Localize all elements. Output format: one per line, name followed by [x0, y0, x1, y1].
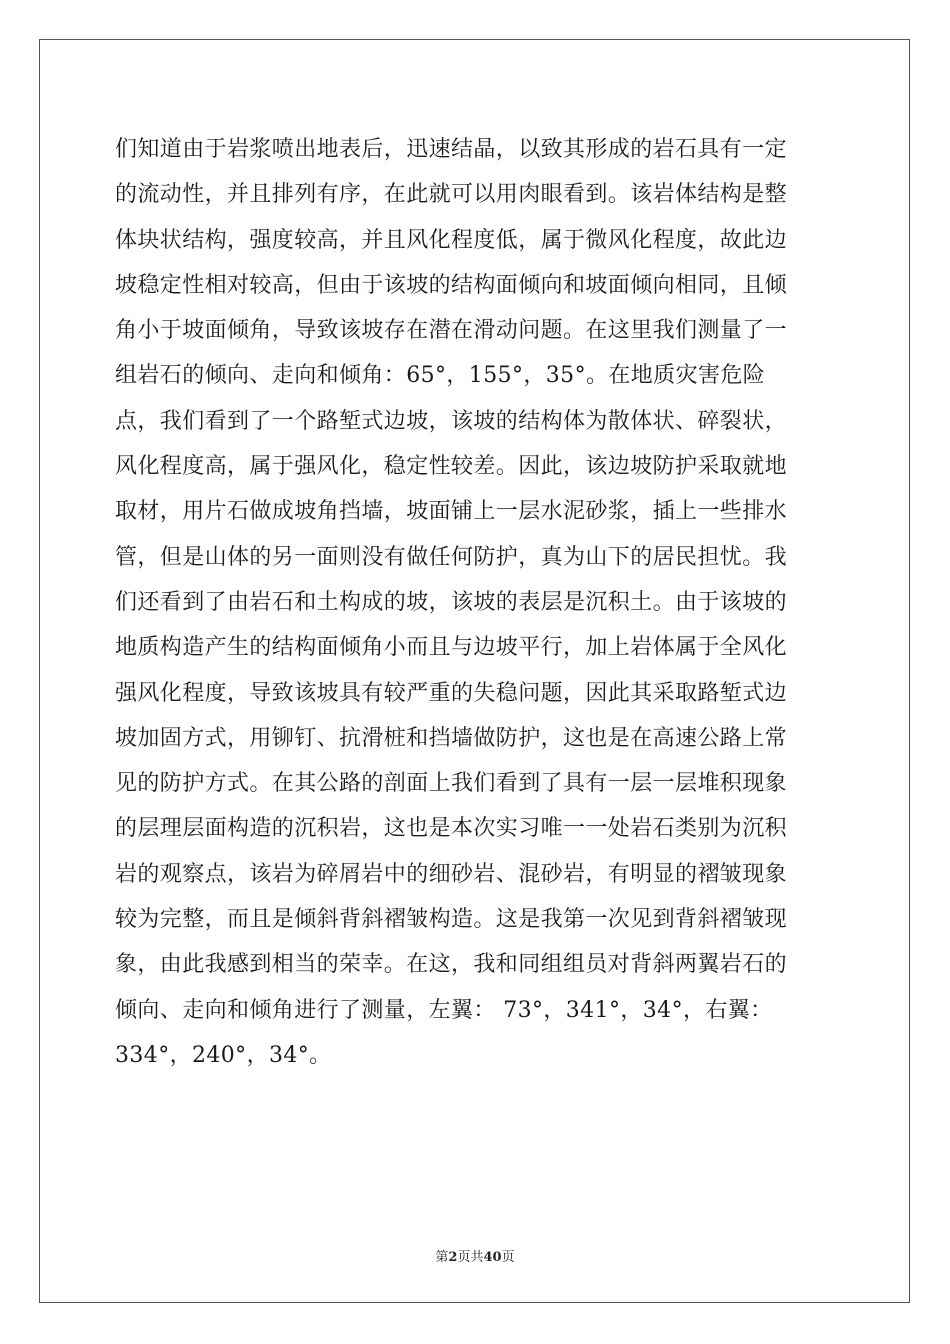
total-pages: 40 [483, 1250, 502, 1265]
text-line: 见的防护方式。在其公路的剖面上我们看到了具有一层一层堆积现象 [115, 771, 788, 797]
total-prefix: 共 [470, 1250, 484, 1265]
text-line: 较为完整，而且是倾斜背斜褶皱构造。这是我第一次见到背斜褶皱现 [115, 907, 788, 933]
text-line: 体块状结构，强度较高，并且风化程度低，属于微风化程度，故此边 [115, 227, 788, 253]
text-line: 地质构造产生的结构面倾角小而且与边坡平行，加上岩体属于全风化 [115, 635, 788, 661]
total-suffix: 页 [501, 1250, 515, 1265]
page-prefix: 第 [435, 1250, 449, 1265]
text-line: 点，我们看到了一个路堑式边坡，该坡的结构体为散体状、碎裂状， [115, 408, 788, 434]
text-line: 的流动性，并且排列有序，在此就可以用肉眼看到。该岩体结构是整 [115, 182, 788, 208]
page-number: 2 [448, 1250, 458, 1265]
text-line: 334°，240°，34°。 [115, 1042, 332, 1068]
text-line: 岩的观察点，该岩为碎屑岩中的细砂岩、混砂岩，有明显的褶皱现象 [115, 861, 788, 887]
text-line: 的层理层面构造的沉积岩，这也是本次实习唯一一处岩石类别为沉积 [115, 816, 788, 842]
text-line: 们还看到了由岩石和土构成的坡，该坡的表层是沉积土。由于该坡的 [115, 589, 788, 615]
text-line: 组岩石的倾向、走向和倾角：65°，155°，35°。在地质灾害危险 [115, 363, 766, 389]
text-line: 们知道由于岩浆喷出地表后，迅速结晶，以致其形成的岩石具有一定 [115, 137, 788, 162]
page-footer [0, 1246, 950, 1265]
text-line: 坡稳定性相对较高，但由于该坡的结构面倾向和坡面倾向相同，且倾 [115, 272, 788, 298]
text-line: 强风化程度，导致该坡具有较严重的失稳问题，因此其采取路堑式边 [115, 680, 788, 706]
page-suffix: 页 [457, 1250, 471, 1265]
text-line: 象，由此我感到相当的荣幸。在这，我和同组组员对背斜两翼岩石的 [115, 952, 788, 978]
text-line: 坡加固方式，用铆钉、抗滑桩和挡墙做防护，这也是在高速公路上常 [115, 725, 788, 751]
body-text [115, 127, 835, 1078]
text-line: 角小于坡面倾角，导致该坡存在潜在滑动问题。在这里我们测量了一 [115, 318, 788, 344]
text-line: 管，但是山体的另一面则没有做任何防护，真为山下的居民担忧。我 [115, 544, 788, 570]
text-line: 取材，用片石做成坡角挡墙，坡面铺上一层水泥砂浆，插上一些排水 [115, 499, 788, 525]
text-line: 倾向、走向和倾角进行了测量，左翼： 73°，341°，34°，右翼： [115, 997, 773, 1023]
text-line: 风化程度高，属于强风化，稳定性较差。因此，该边坡防护采取就地 [115, 454, 788, 480]
